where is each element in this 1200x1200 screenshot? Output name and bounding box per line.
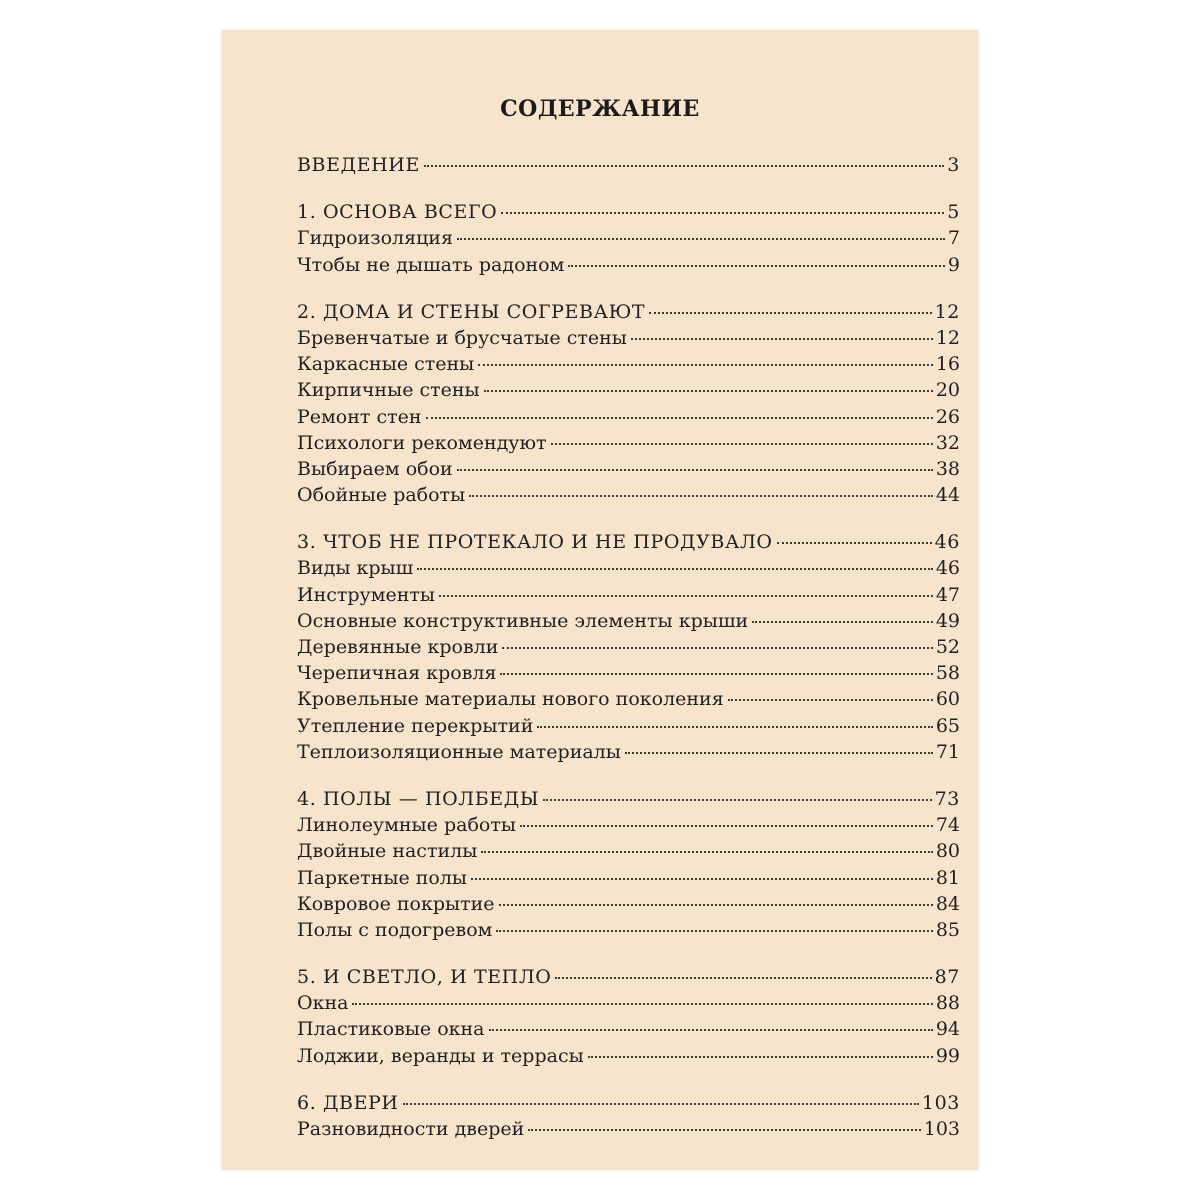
toc-entry <box>297 636 960 662</box>
toc-section-heading <box>297 201 960 227</box>
table-of-contents <box>297 154 960 1165</box>
toc-entry-title: Кровельные материалы нового поколения <box>297 688 724 711</box>
toc-entry <box>297 227 960 253</box>
toc-section <box>297 788 960 945</box>
toc-entry <box>297 1118 960 1144</box>
dot-leader <box>631 338 933 340</box>
toc-page-number: 7 <box>947 227 960 250</box>
dot-leader <box>543 799 931 801</box>
toc-section-heading <box>297 788 960 814</box>
toc-entry <box>297 432 960 458</box>
toc-entry-title: Разновидности дверей <box>297 1118 525 1140</box>
dot-leader <box>457 238 945 240</box>
toc-entry-title: 5. И СВЕТЛО, И ТЕПЛО <box>297 966 552 989</box>
toc-entry-title: Ремонт стен <box>297 405 422 428</box>
dot-leader <box>752 621 933 623</box>
toc-page-number: 5 <box>947 201 960 224</box>
toc-page-number: 52 <box>935 636 960 658</box>
toc-page-number: 46 <box>935 557 960 580</box>
toc-page-number: 103 <box>923 1118 960 1140</box>
toc-entry-title: Выбираем обои <box>297 457 453 480</box>
toc-page-number: 71 <box>935 740 960 763</box>
toc-entry-title: Основные конструктивные элементы крыши <box>297 609 749 632</box>
toc-entry-title: Чтобы не дышать радоном <box>297 253 565 276</box>
toc-entry <box>297 610 960 636</box>
toc-section-heading <box>297 966 960 992</box>
dot-leader <box>484 390 933 392</box>
toc-page-number: 16 <box>935 353 960 376</box>
dot-leader <box>403 1103 919 1105</box>
toc-entry <box>297 353 960 379</box>
toc-entry <box>297 662 960 688</box>
dot-leader <box>426 417 933 419</box>
toc-entry <box>297 715 960 741</box>
toc-section-heading <box>297 1092 960 1118</box>
dot-leader <box>471 878 933 880</box>
toc-entry-title: Лоджии, веранды и террасы <box>297 1044 584 1067</box>
toc-page-number: 80 <box>935 840 960 863</box>
toc-page-number: 103 <box>921 1091 960 1114</box>
toc-entry-title: 2. ДОМА И СТЕНЫ СОГРЕВАЮТ <box>297 300 646 323</box>
dot-leader <box>352 1003 932 1005</box>
toc-entry <box>297 688 960 714</box>
dot-leader <box>728 699 933 701</box>
toc-page-number: 74 <box>935 814 960 837</box>
toc-section <box>297 966 960 1071</box>
dot-leader <box>555 977 931 979</box>
dot-leader <box>457 469 933 471</box>
toc-page-number: 20 <box>935 379 960 402</box>
toc-page-number: 58 <box>935 662 960 685</box>
toc-page-number: 12 <box>934 300 960 323</box>
toc-entry-title: 1. ОСНОВА ВСЕГО <box>297 201 498 224</box>
dot-leader <box>417 568 933 570</box>
toc-entry-title: Окна <box>297 992 349 1015</box>
toc-entry <box>297 992 960 1018</box>
dot-leader <box>478 364 933 366</box>
toc-entry <box>297 840 960 866</box>
toc-entry-title: Гидроизоляция <box>297 227 453 250</box>
book-page <box>222 30 978 1170</box>
toc-entry-title: Ковровое покрытие <box>297 892 495 915</box>
toc-entry <box>297 379 960 405</box>
toc-page-number: 49 <box>935 609 960 632</box>
dot-leader <box>537 726 932 728</box>
dot-leader <box>469 495 933 497</box>
toc-entry-title: Каркасные стены <box>297 353 475 376</box>
toc-entry-title: Виды крыш <box>297 557 414 580</box>
toc-entry-title: Полы с подогревом <box>297 918 493 941</box>
toc-entry <box>297 557 960 583</box>
toc-entry-title: Деревянные кровли <box>297 636 499 658</box>
dot-leader <box>528 1129 920 1131</box>
toc-entry-title: Теплоизоляционные материалы <box>297 740 621 763</box>
toc-entry <box>297 867 960 893</box>
dot-leader <box>500 673 932 675</box>
toc-entry-title: Линолеумные работы <box>297 814 516 837</box>
dot-leader <box>489 1029 933 1031</box>
toc-entry <box>297 406 960 432</box>
toc-page-number: 87 <box>934 966 960 989</box>
toc-entry <box>297 893 960 919</box>
toc-page-number: 47 <box>935 583 960 606</box>
toc-section <box>297 154 960 180</box>
dot-leader <box>568 265 945 267</box>
dot-leader <box>649 312 931 314</box>
dot-leader <box>502 647 932 649</box>
toc-section <box>297 1092 960 1144</box>
toc-section <box>297 531 960 767</box>
toc-page-number: 46 <box>934 531 960 554</box>
toc-entry <box>297 584 960 610</box>
toc-entry-title: Инструменты <box>297 583 436 606</box>
dot-leader <box>481 851 932 853</box>
toc-page-number: 65 <box>935 714 960 737</box>
toc-entry-title: Паркетные полы <box>297 866 468 889</box>
toc-entry-title: Психологи рекомендуют <box>297 431 547 454</box>
toc-entry-title: Кирпичные стены <box>297 379 480 402</box>
toc-entry-title: Обойные работы <box>297 484 466 507</box>
dot-leader <box>625 752 933 754</box>
toc-entry-title: Утепление перекрытий <box>297 714 534 737</box>
dot-leader <box>777 542 932 544</box>
toc-section <box>297 301 960 511</box>
toc-page-number: 38 <box>935 457 960 480</box>
dot-leader <box>551 443 933 445</box>
dot-leader <box>501 212 944 214</box>
dot-leader <box>520 825 933 827</box>
toc-section-heading <box>297 531 960 557</box>
toc-page-number: 85 <box>935 918 960 941</box>
toc-entry-title: 3. ЧТОБ НЕ ПРОТЕКАЛО И НЕ ПРОДУВАЛО <box>297 531 773 554</box>
toc-page-number: 44 <box>935 484 960 507</box>
toc-page-number: 60 <box>935 688 960 711</box>
toc-entry <box>297 254 960 280</box>
toc-entry-title: Бревенчатые и брусчатые стены <box>297 326 627 349</box>
toc-entry-title: Черепичная кровля <box>297 662 497 685</box>
toc-entry-title: Пластиковые окна <box>297 1018 485 1041</box>
toc-page-number: 26 <box>935 405 960 428</box>
toc-page-number: 81 <box>935 866 960 889</box>
dot-leader <box>499 904 933 906</box>
toc-entry <box>297 741 960 767</box>
toc-entry <box>297 919 960 945</box>
toc-entry <box>297 814 960 840</box>
toc-section-heading <box>297 301 960 327</box>
dot-leader <box>588 1056 933 1058</box>
toc-page-number: 12 <box>935 326 960 349</box>
toc-entry-title: Двойные настилы <box>297 840 478 863</box>
toc-page-number: 94 <box>935 1018 960 1041</box>
toc-section-heading <box>297 154 960 180</box>
toc-entry <box>297 484 960 510</box>
dot-leader <box>424 165 944 167</box>
toc-page-number: 88 <box>935 992 960 1015</box>
toc-section <box>297 201 960 280</box>
page-title: СОДЕРЖАНИЕ <box>500 96 700 122</box>
toc-page-number: 32 <box>935 431 960 454</box>
dot-leader <box>439 595 933 597</box>
toc-page-number: 99 <box>935 1044 960 1067</box>
toc-entry-title: 6. ДВЕРИ <box>297 1091 399 1114</box>
toc-entry-title: 4. ПОЛЫ — ПОЛБЕДЫ <box>297 787 540 810</box>
toc-entry-title: ВВЕДЕНИЕ <box>297 154 420 176</box>
dot-leader <box>496 930 932 932</box>
toc-entry <box>297 458 960 484</box>
toc-page-number: 3 <box>947 154 960 176</box>
toc-entry <box>297 1045 960 1071</box>
toc-entry <box>297 1018 960 1044</box>
toc-page-number: 73 <box>934 787 960 810</box>
toc-page-number: 9 <box>947 253 960 276</box>
toc-entry <box>297 327 960 353</box>
toc-page-number: 84 <box>935 892 960 915</box>
